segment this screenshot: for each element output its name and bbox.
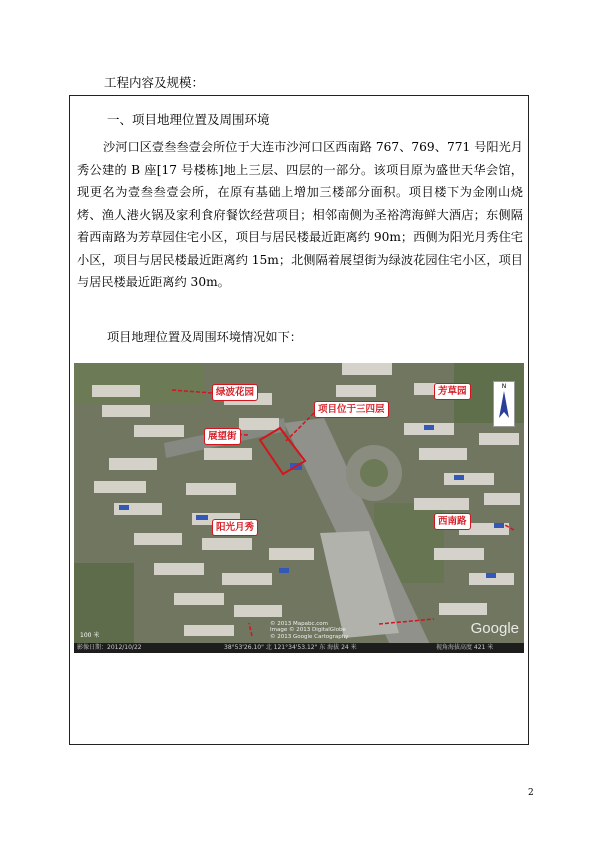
label-zhanwang-street: 展望街 (204, 428, 241, 445)
compass-north-label: N (501, 383, 507, 390)
map-scale: 100 米 (80, 632, 100, 639)
page-number: 2 (528, 788, 534, 798)
compass-icon (493, 381, 515, 427)
status-imagery-date: 影像日期：2012/10/22 (77, 644, 142, 651)
section-title: 工程内容及规模： (104, 75, 205, 90)
google-logo: Google (470, 620, 519, 637)
label-xinan-road: 西南路 (434, 513, 471, 530)
label-project-location: 项目位于三四层 (314, 401, 389, 418)
label-yangguang-yuexiu: 阳光月秀 (212, 519, 258, 536)
section-heading: 一、项目地理位置及周围环境 (107, 112, 270, 127)
map-status-bar (74, 643, 524, 653)
status-coordinates: 38°53'26.10" 北 121°34'53.12" 东 海拔 24 米 (224, 644, 357, 651)
status-eye-altitude: 视角海拔高度 421 米 (436, 644, 494, 651)
satellite-map (74, 363, 524, 653)
location-paragraph: 沙河口区壹叁叁壹会所位于大连市沙河口区西南路 767、769、771 号阳光月秀公建的 B 座[17 号楼栋]地上三层、四层的一部分。该项目原为盛世天华会馆，现更名为壹叁叁壹会所，在原有基础上增加三楼部分面积。项目楼下为金刚山烧烤、渔人港火锅及家利食府餐饮经营项目；相邻南侧为圣裕湾海鲜大酒店；东侧隔着西南路为芳草园住宅小区，项目与居民楼最近距离约 90m；西侧为阳光月秀住宅小区，项目与居民楼最近距离约 15m；北侧隔着展望街为绿波花园住宅小区，项目与居民楼最近距离约 30m。 (77, 140, 523, 289)
label-lvbo-garden: 绿波花园 (212, 384, 258, 401)
map-caption: 项目地理位置及周围环境情况如下： (107, 330, 302, 344)
map-copyright: © 2013 Mapabc.com Image © 2013 DigitalGlobe © 2013 Google Cartography (270, 620, 349, 640)
label-fangcao-garden: 芳草园 (434, 383, 471, 400)
content-frame (69, 95, 529, 745)
map-imagery (74, 363, 524, 653)
